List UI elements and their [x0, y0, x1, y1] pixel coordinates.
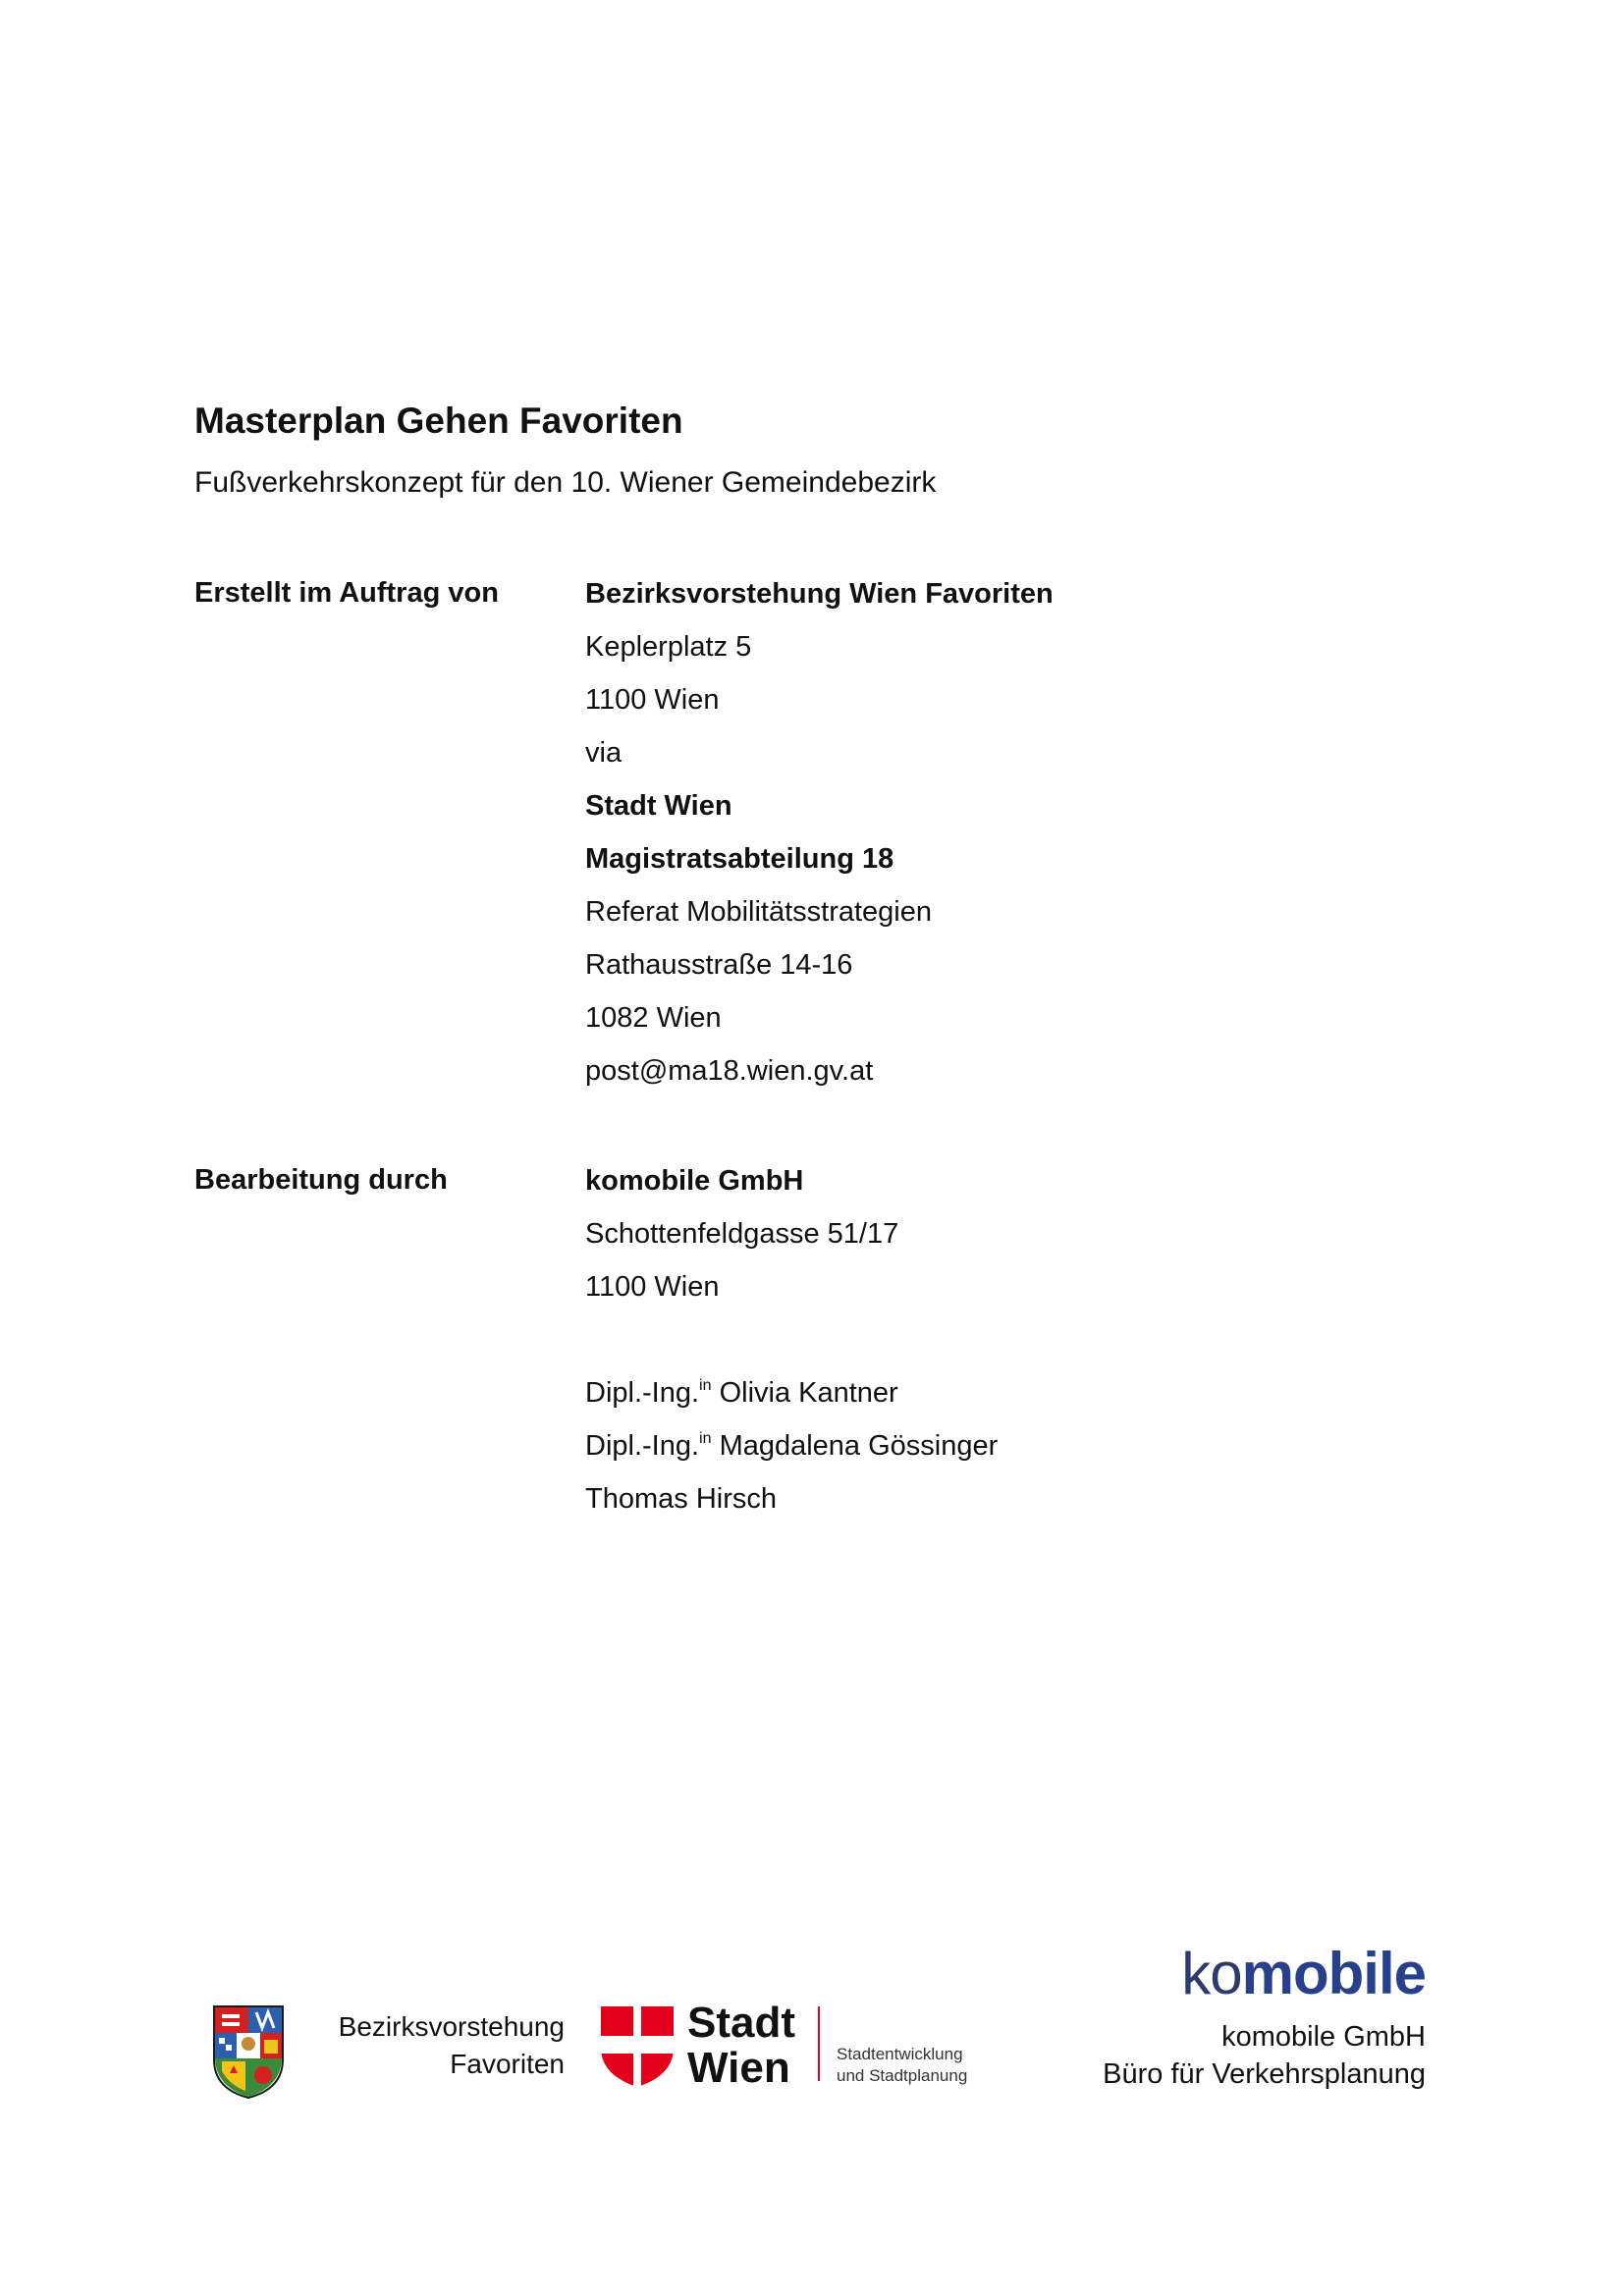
client-street: Keplerplatz 5 — [585, 631, 752, 663]
department-street: Rathausstraße 14-16 — [585, 949, 853, 981]
author-line — [585, 1472, 998, 1525]
bezirksvorstehung-logo-text — [314, 2008, 565, 2083]
client-address-block — [585, 567, 1054, 1097]
client-city: 1100 Wien — [585, 684, 720, 716]
document-title: Masterplan Gehen Favoriten — [194, 400, 683, 441]
author-line — [585, 1419, 998, 1472]
contractor-label: Bearbeitung durch — [194, 1164, 448, 1196]
stadt-wien-subtitle — [837, 2044, 967, 2087]
contractor-street: Schottenfeldgasse 51/17 — [585, 1218, 899, 1250]
author-line — [585, 1366, 998, 1419]
author-title: Dipl.-Ing. — [585, 1430, 700, 1462]
author-name: Thomas Hirsch — [585, 1483, 777, 1515]
client-org: Bezirksvorstehung Wien Favoriten — [585, 578, 1054, 610]
contractor-company: komobile GmbH — [585, 1165, 804, 1197]
komobile-line2: Büro für Verkehrsplanung — [1103, 2058, 1426, 2090]
department-name: Magistratsabteilung 18 — [585, 843, 894, 875]
komobile-logo-mobile: mobile — [1241, 1941, 1426, 2006]
footer-logos — [0, 1941, 1624, 2120]
komobile-logo — [1119, 1940, 1426, 2007]
contractor-address-block — [585, 1154, 998, 1525]
stadt-wien-word1: Stadt — [687, 1999, 795, 2047]
contractor-city: 1100 Wien — [585, 1271, 720, 1303]
komobile-logo-text — [1041, 2018, 1426, 2093]
department-city: 1082 Wien — [585, 1002, 722, 1034]
author-title: Dipl.-Ing. — [585, 1377, 700, 1409]
city-org: Stadt Wien — [585, 790, 732, 822]
document-subtitle: Fußverkehrskonzept für den 10. Wiener Gemeindebezirk — [194, 466, 937, 499]
author-name: Magdalena Gössinger — [719, 1430, 999, 1462]
komobile-logo-ko: ko — [1181, 1941, 1242, 2006]
stadt-wien-word2: Wien — [687, 2044, 790, 2092]
komobile-line1: komobile GmbH — [1221, 2021, 1426, 2053]
author-title-suffix: in — [699, 1430, 712, 1447]
client-via: via — [585, 737, 623, 769]
stadt-wien-divider — [818, 2006, 820, 2081]
author-name: Olivia Kantner — [719, 1377, 898, 1409]
bv-logo-line2: Favoriten — [450, 2049, 565, 2079]
wien-flag-icon — [601, 2006, 674, 2087]
department-email[interactable]: post@ma18.wien.gv.at — [585, 1055, 874, 1087]
stadt-wien-wordmark — [687, 2001, 795, 2091]
favoriten-crest-icon — [210, 2002, 287, 2101]
bv-logo-line1: Bezirksvorstehung — [338, 2011, 565, 2042]
spacer — [585, 1313, 998, 1366]
stadt-wien-sub1: Stadtentwicklung — [837, 2045, 963, 2063]
stadt-wien-sub2: und Stadtplanung — [837, 2066, 968, 2085]
client-label: Erstellt im Auftrag von — [194, 577, 499, 609]
author-title-suffix: in — [699, 1377, 712, 1394]
department-unit: Referat Mobilitätsstrategien — [585, 896, 932, 928]
